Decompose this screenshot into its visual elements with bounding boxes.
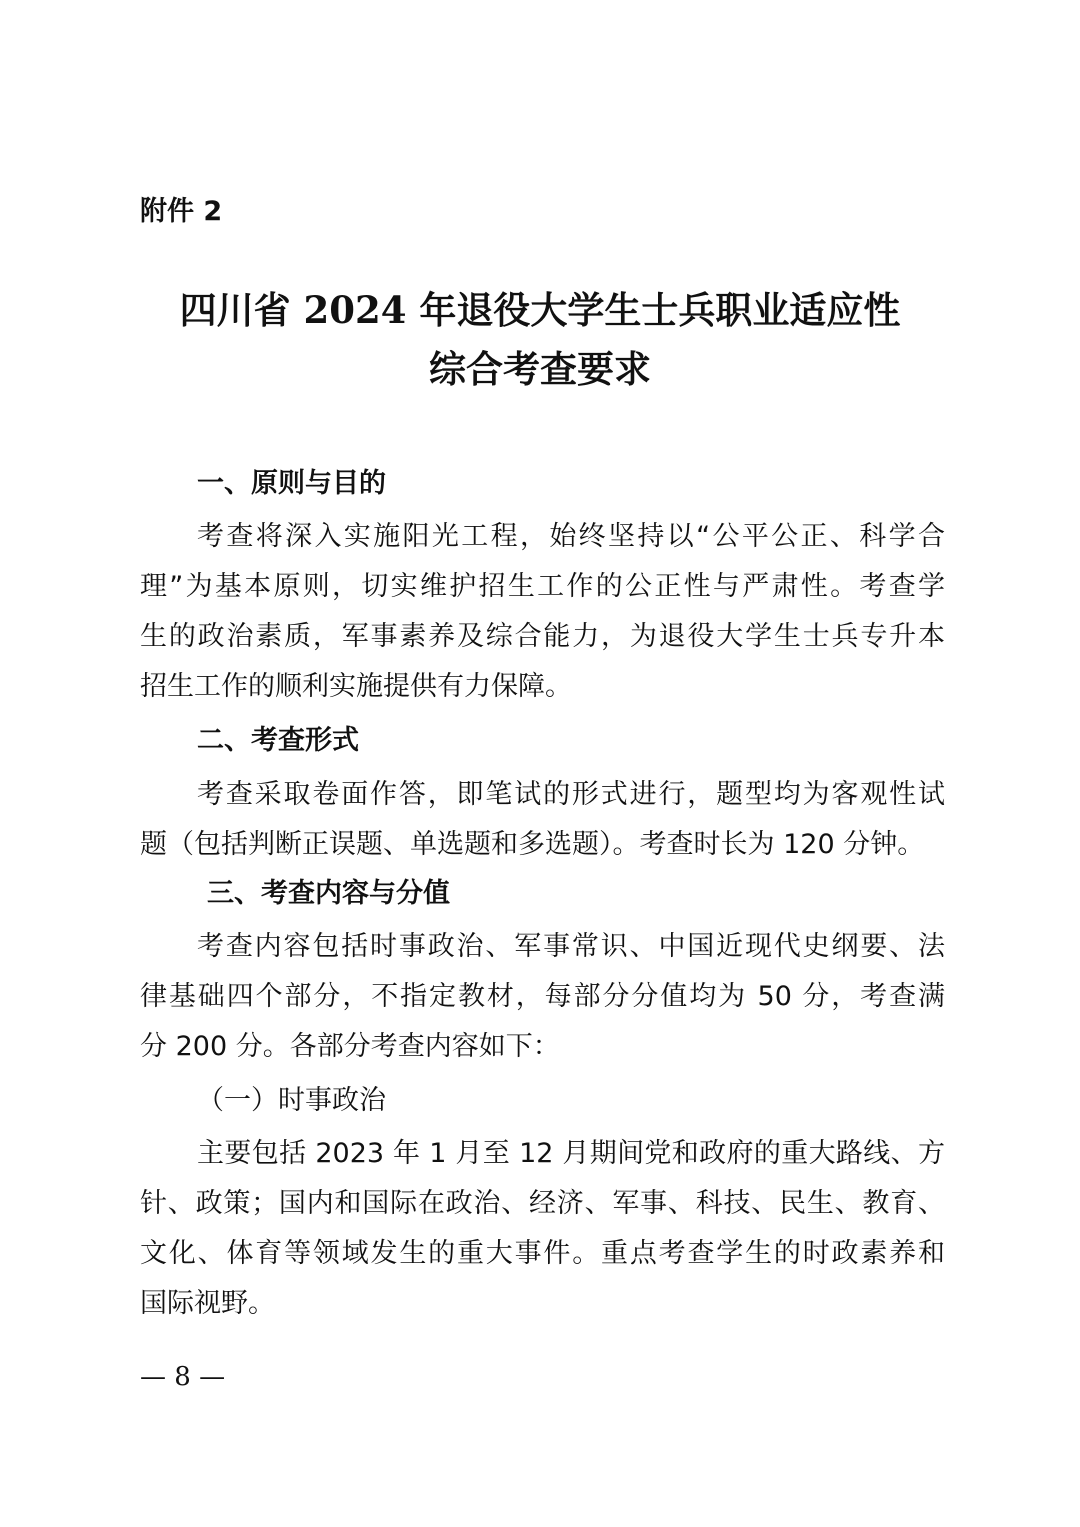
paragraph-line: 理”为基本原则，切实维护招生工作的公正性与严肃性。考查学 [140,571,945,602]
section-heading-content-scores: 三、考查内容与分值 [207,878,450,909]
paragraph-line: 分 200 分。各部分考查内容如下： [140,1031,560,1062]
subsection-body-current-affairs [140,1129,945,1329]
paragraph-line: 针、政策；国内和国际在政治、经济、军事、科技、民生、教育、 [140,1188,945,1219]
paragraph-line: 考查内容包括时事政治、军事常识、中国近现代史纲要、法 [197,931,945,962]
section-body-principles [140,512,945,712]
section-heading-format: 二、考查形式 [197,725,359,756]
attachment-label: 附件 2 [140,196,223,227]
paragraph-line: 招生工作的顺利实施提供有力保障。 [140,671,572,702]
paragraph-line: 律基础四个部分，不指定教材，每部分分值均为 50 分，考查满 [140,981,945,1012]
subsection-heading-current-affairs: （一）时事政治 [197,1085,386,1116]
page-number: — 8 — [140,1362,226,1392]
document-title-line-2: 综合考查要求 [429,347,651,391]
paragraph-line: 生的政治素质，军事素养及综合能力，为退役大学生士兵专升本 [140,621,945,652]
section-body-content-scores [140,922,945,1072]
section-heading-principles: 一、原则与目的 [197,468,386,499]
paragraph-line: 题（包括判断正误题、单选题和多选题）。考查时长为 120 分钟。 [140,829,925,860]
section-body-format [140,770,945,870]
document-title-line-1: 四川省 2024 年退役大学生士兵职业适应性 [179,288,901,332]
paragraph-line: 国际视野。 [140,1288,275,1319]
paragraph-line: 考查将深入实施阳光工程，始终坚持以“公平公正、科学合 [197,521,945,552]
paragraph-line: 主要包括 2023 年 1 月至 12 月期间党和政府的重大路线、方 [197,1138,945,1169]
paragraph-line: 考查采取卷面作答，即笔试的形式进行，题型均为客观性试 [197,779,945,810]
paragraph-line: 文化、体育等领域发生的重大事件。重点考查学生的时政素养和 [140,1238,945,1269]
